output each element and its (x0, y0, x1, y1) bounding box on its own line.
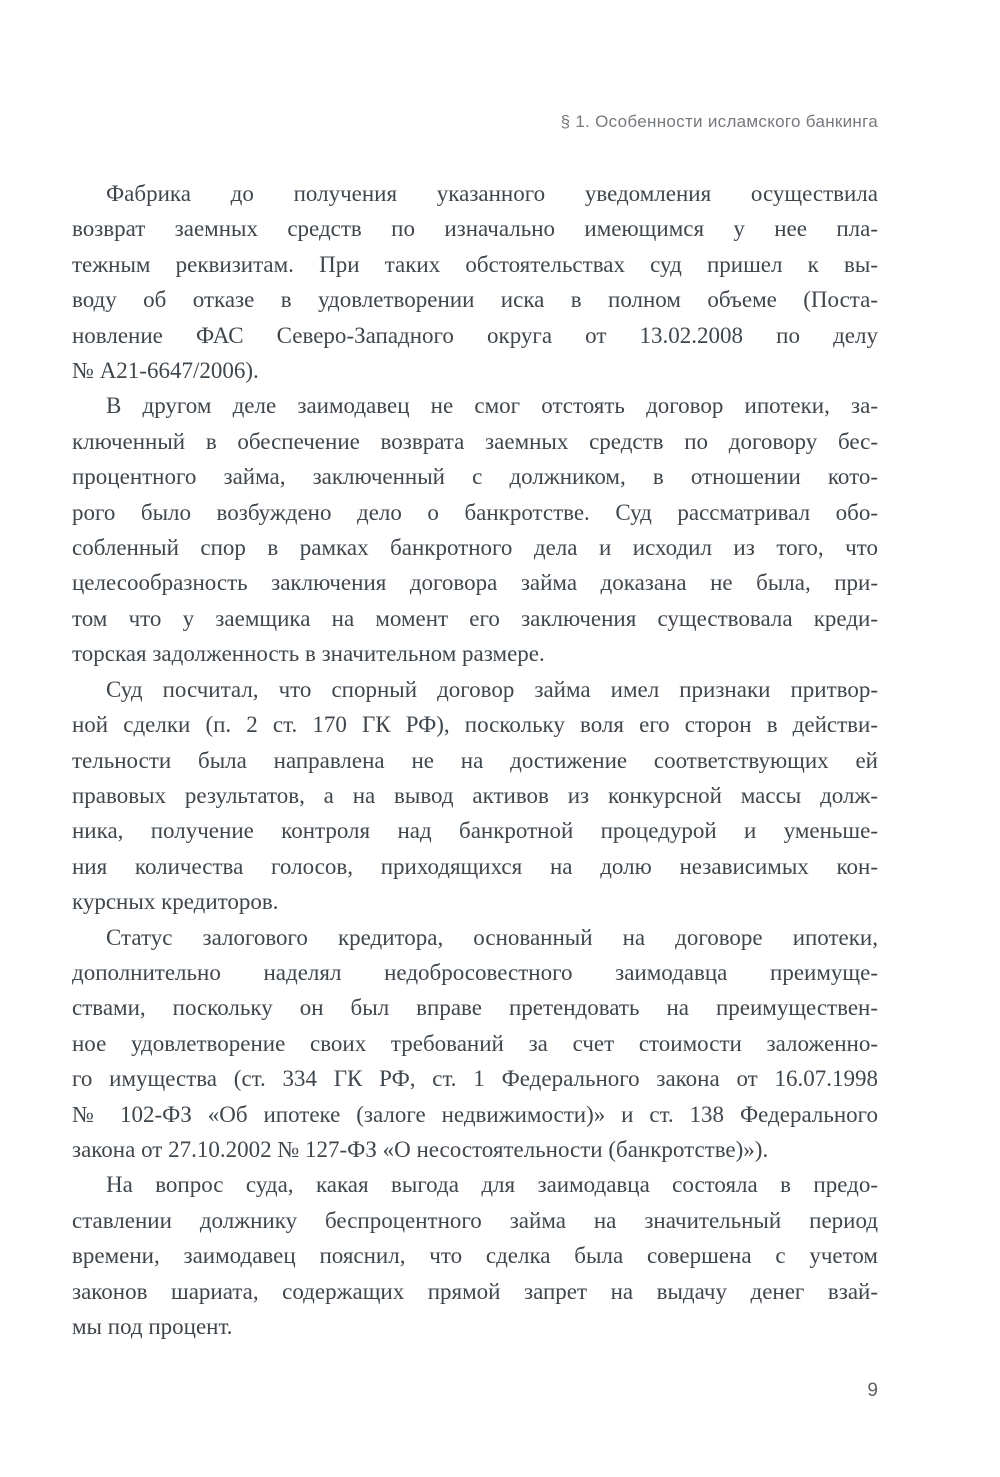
text-line: тежным реквизитам. При таких обстоятельствах суд пришел к вы- (72, 251, 878, 277)
text-line: № А21-6647/2006). (72, 358, 259, 384)
text-line: новление ФАС Северо-Западного округа от 13.02.2008 по делу (72, 322, 878, 348)
text-line: № 102-ФЗ «Об ипотеке (залоге недвижимости)» и ст. 138 Федерального (72, 1101, 878, 1127)
text-line: торская задолженность в значительном размере. (72, 641, 545, 667)
text-line: Фабрика до получения указанного уведомления осуществила (106, 181, 878, 206)
text-line: го имущества (ст. 334 ГК РФ, ст. 1 Федерального закона от 16.07.1998 (72, 1066, 878, 1092)
text-line: собленный спор в рамках банкротного дела и исходил из того, что (72, 535, 878, 561)
text-line: мы под процент. (72, 1314, 233, 1339)
body-text (72, 176, 878, 1344)
text-line: ствами, поскольку он был вправе претендовать на преимуществен- (72, 995, 878, 1021)
text-line: целесообразность заключения договора займа доказана не была, при- (72, 570, 878, 596)
text-line: На вопрос суда, какая выгода для заимодавца состояла в предо- (106, 1172, 878, 1198)
text-line: курсных кредиторов. (72, 889, 279, 915)
text-line: рого было возбуждено дело о банкротстве. Суд рассматривал обо- (72, 499, 878, 525)
text-line: ное удовлетворение своих требований за счет стоимости заложенно- (72, 1030, 878, 1056)
text-line: В другом деле заимодавец не смог отстоять договор ипотеки, за- (106, 393, 878, 419)
text-line: воду об отказе в удовлетворении иска в полном объеме (Поста- (72, 287, 878, 313)
page-number: 9 (867, 1380, 878, 1401)
text-line: ставлении должнику беспроцентного займа на значительный период (72, 1207, 878, 1233)
text-line: процентного займа, заключенный с должником, в отношении кото- (72, 464, 878, 490)
text-line: законов шариата, содержащих прямой запрет на выдачу денег взай- (72, 1278, 878, 1304)
text-line: Статус залогового кредитора, основанный на договоре ипотеки, (106, 924, 878, 950)
text-line: Суд посчитал, что спорный договор займа имел признаки притвор- (106, 676, 878, 702)
text-line: ключенный в обеспечение возврата заемных средств по договору бес- (72, 428, 878, 454)
text-line: ния количества голосов, приходящихся на долю независимых кон- (72, 853, 878, 879)
text-line: правовых результатов, а на вывод активов из конкурсной массы долж- (72, 782, 878, 808)
text-line: ной сделки (п. 2 ст. 170 ГК РФ), поскольку воля его сторон в действи- (72, 712, 878, 738)
text-line: тельности была направлена не на достижение соответствующих ей (72, 747, 878, 773)
text-line: возврат заемных средств по изначально имеющимся у нее пла- (72, 216, 878, 242)
text-line: ника, получение контроля над банкротной процедурой и уменьше- (72, 818, 878, 844)
text-line: том что у заемщика на момент его заключения существовала креди- (72, 605, 878, 631)
text-line: дополнительно наделял недобросовестного заимодавца преимуще- (72, 959, 878, 985)
text-line: закона от 27.10.2002 № 127-ФЗ «О несостоятельности (банкротстве)»). (72, 1136, 769, 1162)
running-header: § 1. Особенности исламского банкинга (560, 112, 878, 131)
text-line: времени, заимодавец пояснил, что сделка была совершена с учетом (72, 1243, 878, 1269)
